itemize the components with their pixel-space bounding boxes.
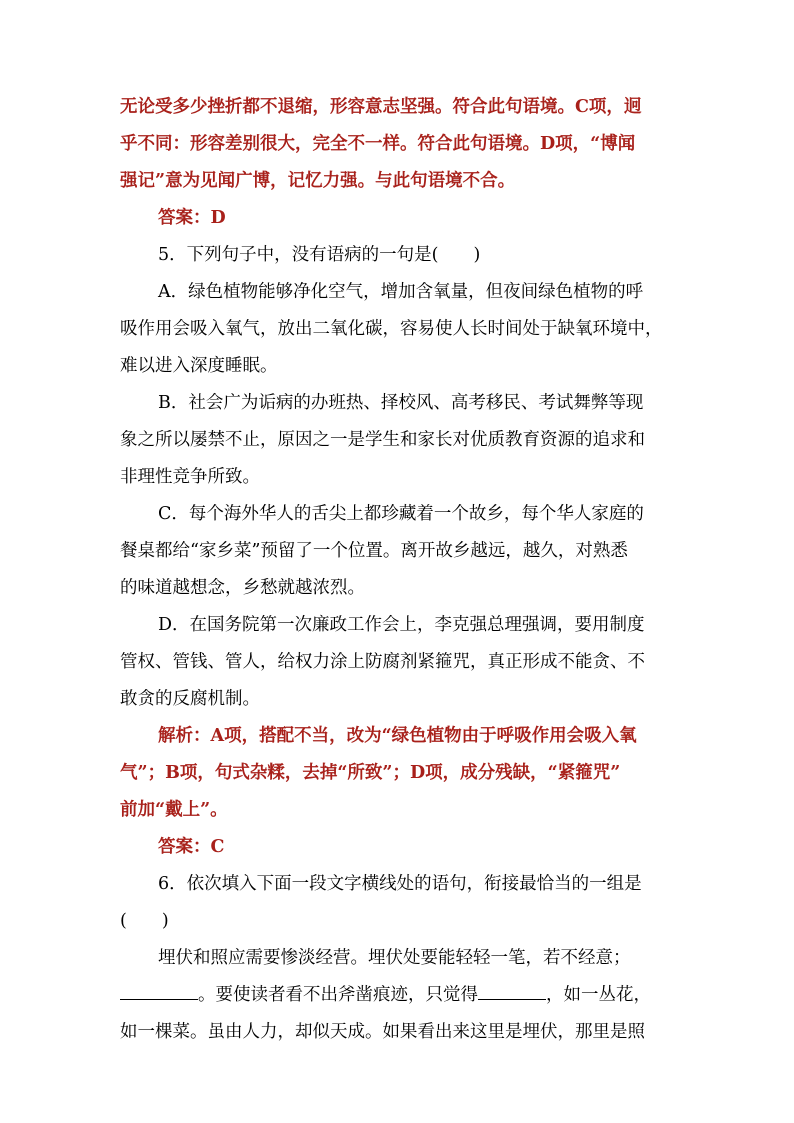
question-6-stem: 6．依次填入下面一段文字横线处的语句，衔接最恰当的一组是	[158, 874, 642, 894]
analysis-line-2: 气”；B项，句式杂糅，去掉“所致”；D项，成分残缺，“紧箍咒”	[120, 763, 621, 783]
q5-option-d-line-1: D．在国务院第一次廉政工作会上，李克强总理强调，要用制度	[158, 615, 645, 635]
q5-option-a-line-3: 难以进入深度睡眠。	[120, 356, 278, 376]
q6-passage-line-1: 埋伏和照应需要惨淡经营。埋伏处要能轻轻一笔，若不经意；	[158, 948, 631, 968]
explanation-line-1: 无论受多少挫折都不退缩，形容意志坚强。符合此句语境。C项，迥	[120, 97, 642, 117]
q5-option-c-line-3: 的味道越想念，乡愁就越浓烈。	[120, 578, 365, 598]
q6-passage-text-2a: 。要使读者看不出斧凿痕迹，只觉得	[198, 985, 478, 1005]
answer-label: 答案	[158, 208, 193, 228]
analysis-line-3: 前加“戴上”。	[120, 800, 228, 820]
q5-option-b-line-3: 非理性竞争所致。	[120, 467, 260, 487]
answer-value: ：C	[193, 837, 225, 857]
analysis-text-1: ：A项，搭配不当，改为“绿色植物由于呼吸作用会吸入氧	[193, 726, 637, 746]
q5-option-c-line-2: 餐桌都给“家乡菜”预留了一个位置。离开故乡越远，越久，对熟悉	[120, 541, 628, 561]
analysis-line-1	[158, 721, 676, 751]
q5-option-a-line-2: 吸作用会吸入氧气，放出二氧化碳，容易使人长时间处于缺氧环境中，	[120, 319, 663, 339]
q6-passage-line-3: 如一棵菜。虽由人力，却似天成。如果看出来这里是埋伏，那里是照	[120, 1022, 645, 1042]
fill-blank-2[interactable]	[478, 981, 546, 1000]
explanation-line-3: 强记”意为见闻广博，记忆力强。与此句语境不合。	[120, 171, 516, 191]
q5-option-c-line-1: C．每个海外华人的舌尖上都珍藏着一个故乡，每个华人家庭的	[158, 504, 644, 524]
answer-5	[158, 832, 676, 862]
question-5-stem: 5．下列句子中，没有语病的一句是( )	[158, 245, 481, 265]
q5-option-d-line-2: 管权、管钱、管人，给权力涂上防腐剂紧箍咒，真正形成不能贪、不	[120, 652, 645, 672]
q5-option-b-line-2: 象之所以屡禁不止，原因之一是学生和家长对优质教育资源的追求和	[120, 430, 645, 450]
q6-passage-text-2b: ，如一丛花，	[546, 985, 651, 1005]
answer-4	[158, 203, 676, 233]
analysis-label: 解析	[158, 726, 193, 746]
q6-passage-line-2	[120, 980, 676, 1010]
q5-option-a-line-1: A．绿色植物能够净化空气，增加含氧量，但夜间绿色植物的呼	[158, 282, 644, 302]
question-6-paren: ( )	[120, 911, 169, 931]
answer-label: 答案	[158, 837, 193, 857]
q5-option-d-line-3: 敢贪的反腐机制。	[120, 689, 260, 709]
q5-option-b-line-1: B．社会广为诟病的办班热、择校风、高考移民、考试舞弊等现	[158, 393, 644, 413]
fill-blank-1[interactable]	[120, 981, 198, 1000]
explanation-line-2: 乎不同：形容差别很大，完全不一样。符合此句语境。D项，“博闻	[120, 134, 636, 154]
answer-value: ：D	[193, 208, 226, 228]
